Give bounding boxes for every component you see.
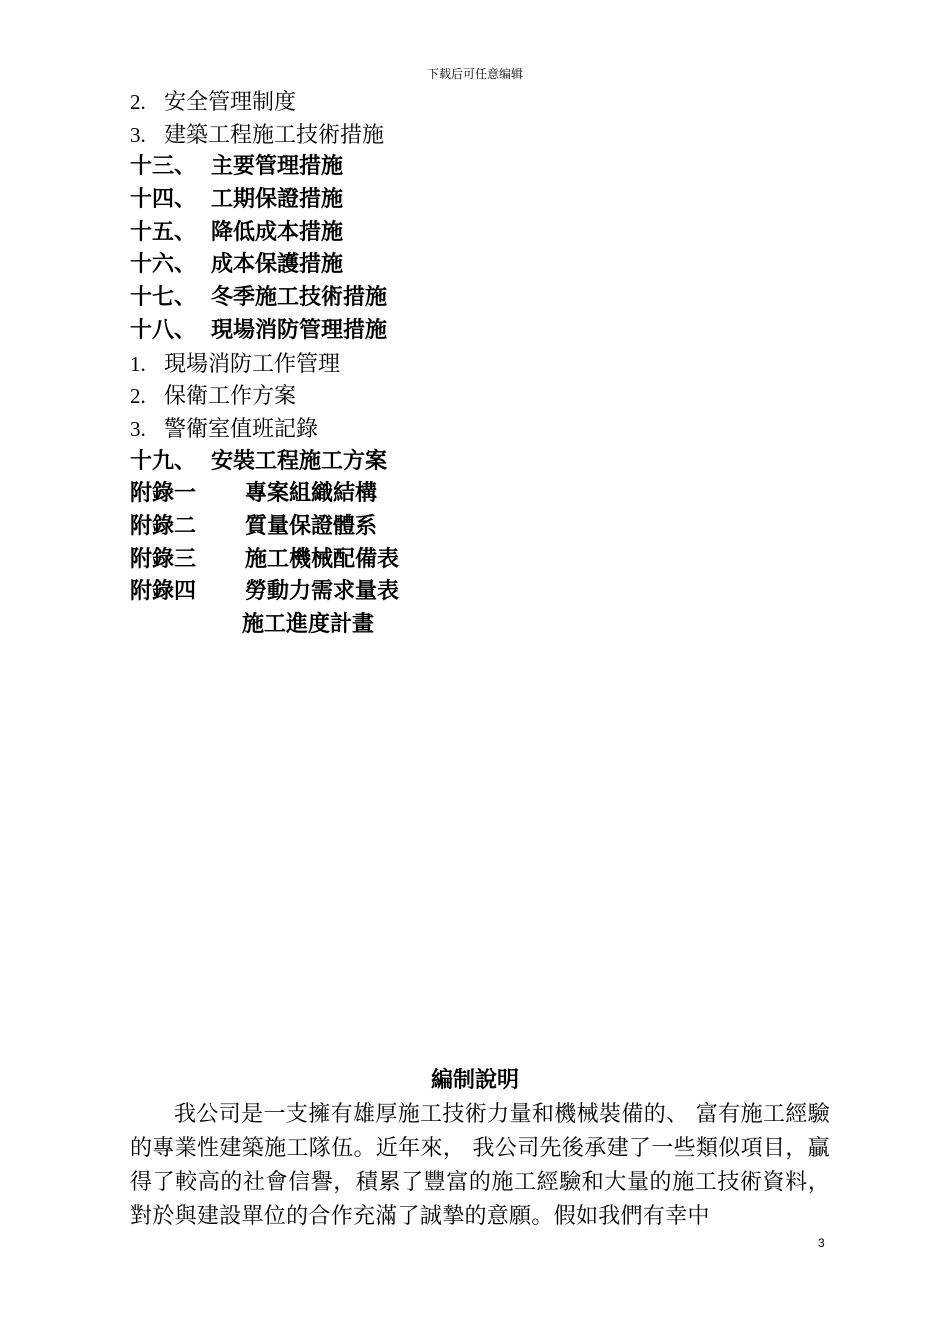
toc-item <box>130 151 830 184</box>
toc-item-number: 3. <box>130 416 146 441</box>
toc-item-text: 工期保證措施 <box>211 187 344 213</box>
toc-appendix-item <box>130 478 830 511</box>
toc-appendix-item <box>130 576 830 609</box>
section-title: 編制說明 <box>430 1068 519 1093</box>
toc-item-number: 十五、 <box>130 219 197 245</box>
toc-item-number: 附錄三 <box>130 546 197 572</box>
toc-item-text: 安全管理制度 <box>164 90 297 115</box>
table-of-contents <box>130 86 830 642</box>
toc-item-text: 警衛室值班記錄 <box>164 416 319 442</box>
toc-item-number: 十六、 <box>130 252 197 278</box>
toc-item-text: 現場消防管理措施 <box>211 317 388 343</box>
toc-item-number: 附錄二 <box>130 513 197 539</box>
toc-item <box>130 249 830 282</box>
body-paragraph: 我公司是一支擁有雄厚施工技術力量和機械裝備的、 富有施工經驗的專業性建築施工隊伍。近年來， 我公司先後承建了一些類似項目，贏得了較高的社會信譽，積累了豐富的施工經驗和大量的施工技術資料， 對於與建設單位的合作充滿了誠摯的意願。假如我們有幸中 <box>130 1102 830 1229</box>
toc-item-number: 1. <box>130 351 146 376</box>
toc-item-text: 施工機械配備表 <box>245 546 400 572</box>
toc-item <box>130 86 830 119</box>
toc-item-text: 勞動力需求量表 <box>245 579 400 605</box>
toc-item-number: 十七、 <box>130 285 197 311</box>
toc-item-number: 2. <box>130 384 146 409</box>
toc-item <box>130 446 830 479</box>
toc-item <box>130 315 830 348</box>
toc-appendix-item <box>130 544 830 577</box>
header-note: 下载后可任意编辑 <box>426 67 523 81</box>
toc-item-text: 安裝工程施工方案 <box>211 448 388 474</box>
toc-item-text: 質量保證體系 <box>245 513 378 539</box>
toc-appendix-item <box>130 511 830 544</box>
toc-item-text: 保衛工作方案 <box>164 384 297 410</box>
toc-item-number: 十八、 <box>130 317 197 343</box>
toc-item-text: 降低成本措施 <box>211 219 344 245</box>
toc-appendix-item <box>130 609 830 642</box>
toc-item-text: 現場消防工作管理 <box>164 351 341 377</box>
toc-item-text: 主要管理措施 <box>211 154 344 180</box>
toc-item-text: 施工進度計畫 <box>242 612 375 637</box>
toc-item-number: 十九、 <box>130 448 197 474</box>
toc-item-number: 2. <box>130 90 146 114</box>
toc-item-text: 成本保護措施 <box>211 252 344 278</box>
toc-item-text: 冬季施工技術措施 <box>211 285 388 311</box>
toc-item-number: 附錄一 <box>130 481 197 507</box>
toc-item-text: 專案組織結構 <box>245 481 378 507</box>
toc-item <box>130 413 830 446</box>
toc-item-number: 3. <box>130 122 146 147</box>
toc-item-number: 十三、 <box>130 154 197 180</box>
toc-item-number: 附錄四 <box>130 579 197 605</box>
toc-item-number: 十四、 <box>130 187 197 213</box>
page-number: 3 <box>818 1236 825 1250</box>
toc-item <box>130 282 830 315</box>
toc-item <box>130 380 830 413</box>
toc-item <box>130 217 830 250</box>
toc-item-text: 建築工程施工技術措施 <box>164 122 385 148</box>
toc-item <box>130 348 830 381</box>
toc-item <box>130 119 830 152</box>
toc-item <box>130 184 830 217</box>
